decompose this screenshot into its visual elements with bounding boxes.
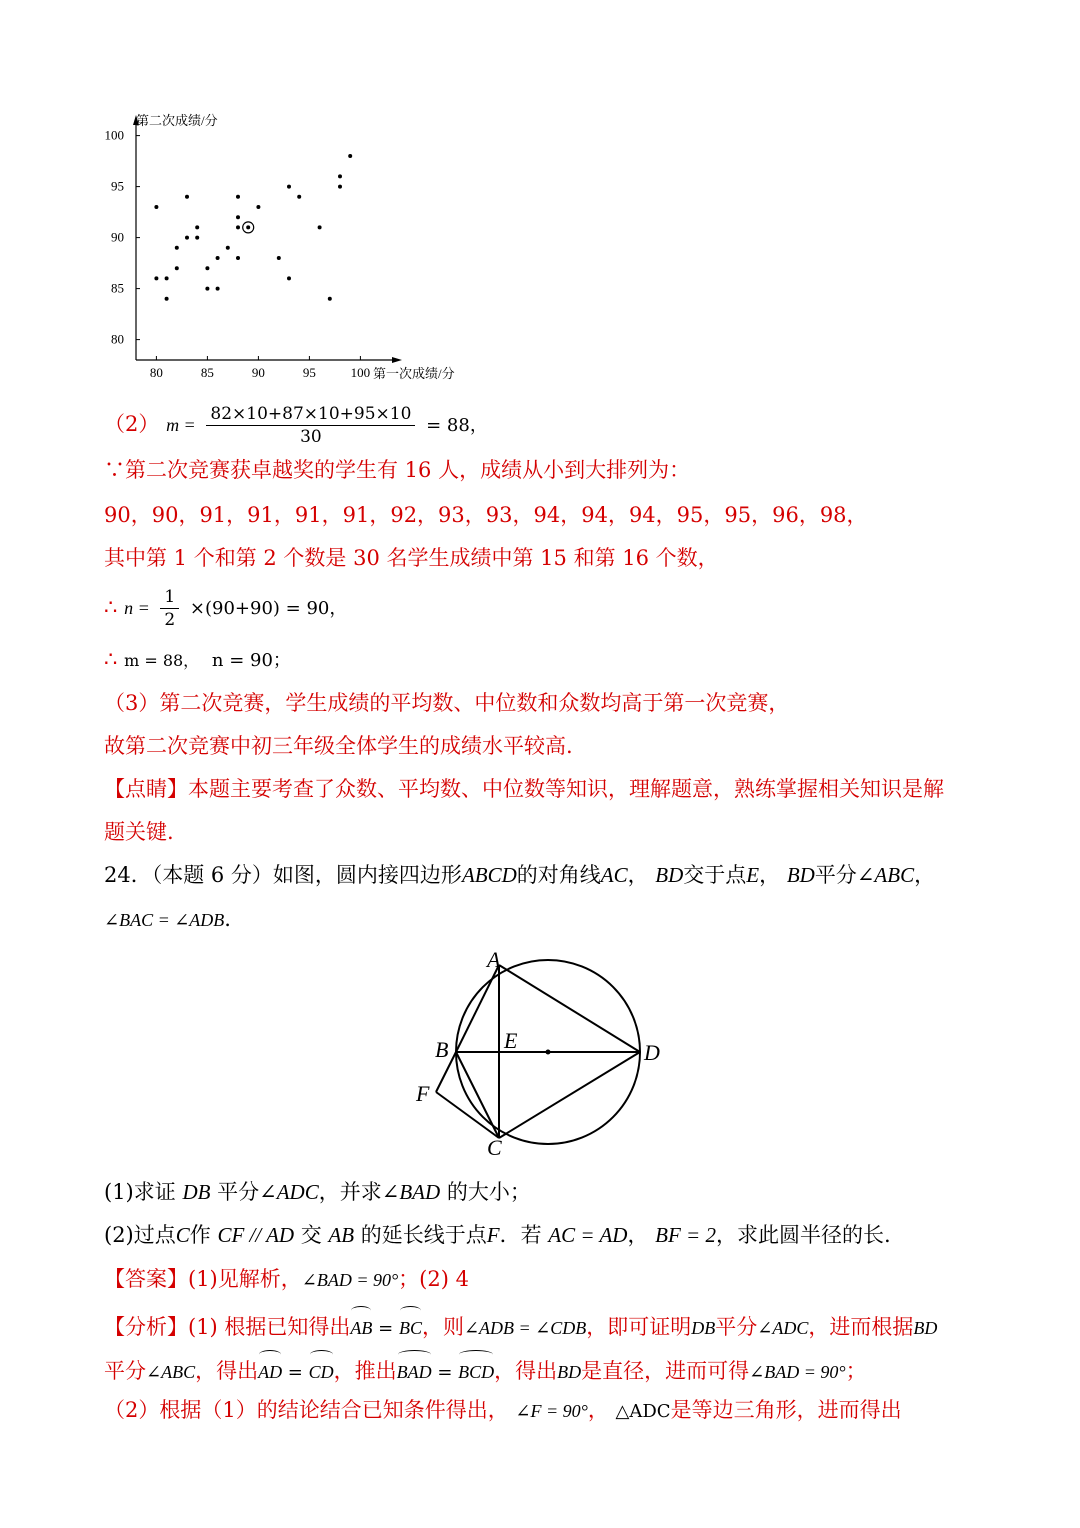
- data-point: [195, 236, 199, 240]
- data-point: [154, 205, 158, 209]
- data-point: [236, 256, 240, 260]
- data-point: [348, 154, 352, 158]
- data-point: [318, 225, 322, 229]
- sorted-scores: 90，90，91，91，91，91，92，93，93，94，94，94，95，95，96，98，: [104, 503, 868, 527]
- scatter-chart: [95, 105, 475, 385]
- problem24-stem-2: ∠BAC = ∠ADB.: [104, 907, 231, 931]
- m-formula-line: （2） m = $\frac{82\times 10+87\times 10+95\times 10}{30}$ = 88，: [104, 404, 488, 447]
- label-d: D: [644, 1040, 660, 1065]
- conclusion-line: 故第二次竞赛中初三年级全体学生的成绩水平较高.: [104, 734, 573, 758]
- y-tick-label: 100: [104, 127, 124, 143]
- answer-line: 【答案】(1)见解析，∠BAD = 90°；(2) 4: [104, 1267, 469, 1291]
- data-point: [216, 287, 220, 291]
- result-line: ∴ m = 88， n = 90；: [104, 647, 291, 671]
- label-b: B: [435, 1037, 449, 1062]
- x-tick-label: 80: [149, 365, 163, 380]
- x-tick-label: 100: [350, 365, 371, 380]
- n-formula-line: ∴ n = $\frac{1}{2}$ ×(90+90) = 90，: [104, 587, 348, 630]
- data-point: [256, 205, 260, 209]
- segment-ab: [456, 965, 499, 1052]
- data-point: [236, 195, 240, 199]
- data-point: [205, 266, 209, 270]
- data-point: [165, 276, 169, 280]
- x-tick-label: 85: [200, 365, 214, 380]
- data-point: [216, 256, 220, 260]
- analysis-line-1: 【分析】(1) 根据已知得出AB = BC，则∠ADB = ∠CDB，即可证明DB平分∠ADC，进而根据BD: [104, 1306, 937, 1347]
- segment-dc: [499, 1052, 640, 1138]
- x-tick-label: 90: [251, 365, 265, 380]
- y-tick-label: 90: [111, 229, 124, 245]
- data-point: [195, 225, 199, 229]
- y-axis-label: 第二次成绩/分: [136, 113, 218, 128]
- data-point: [236, 215, 240, 219]
- x-axis-arrow: [392, 357, 402, 363]
- data-point: [226, 246, 230, 250]
- since-line: ∵第二次竞赛获卓越奖的学生有 16 人，成绩从小到大排列为：: [104, 458, 691, 482]
- comment-line: 【点睛】本题主要考查了众数、平均数、中位数等知识，理解题意，熟练掌握相关知识是解: [104, 777, 944, 801]
- position-line: 其中第 1 个和第 2 个数是 30 名学生成绩中第 15 和第 16 个数，: [104, 546, 719, 570]
- segment-fc: [436, 1092, 499, 1138]
- data-point: [287, 276, 291, 280]
- data-point: [287, 185, 291, 189]
- question-1: (1)求证 DB 平分∠ADC，并求∠BAD 的大小；: [104, 1180, 531, 1204]
- x-axis-label: 第一次成绩/分: [373, 366, 455, 381]
- circle-figure: [410, 945, 670, 1155]
- label-f: F: [416, 1081, 430, 1106]
- data-point: [185, 195, 189, 199]
- data-point: [205, 287, 209, 291]
- highlighted-point: [246, 225, 250, 229]
- y-tick-label: 85: [111, 280, 124, 296]
- data-point: [175, 266, 179, 270]
- data-point: [185, 236, 189, 240]
- segment-bc: [456, 1052, 499, 1138]
- data-point: [175, 246, 179, 250]
- data-point: [338, 174, 342, 178]
- x-tick-label: 95: [302, 365, 316, 380]
- segment-ad: [499, 965, 640, 1052]
- center-point: [546, 1050, 551, 1055]
- y-tick-label: 95: [111, 178, 124, 194]
- question-2: (2)过点C作 CF // AD 交 AB 的延长线于点F．若 AC = AD， BF = 2，求此圆半径的长.: [104, 1223, 891, 1247]
- data-point: [277, 256, 281, 260]
- part3-line: （3）第二次竞赛，学生成绩的平均数、中位数和众数均高于第一次竞赛，: [104, 691, 790, 715]
- label-e: E: [504, 1028, 518, 1053]
- problem24-stem: 24．（本题 6 分）如图，圆内接四边形ABCD的对角线AC， BD交于点E， BD平分∠ABC，: [104, 863, 936, 887]
- label-a: A: [487, 947, 501, 972]
- y-tick-label: 80: [111, 331, 124, 347]
- label-c: C: [487, 1135, 502, 1155]
- comment-cont: 题关键.: [104, 820, 174, 844]
- data-point: [165, 297, 169, 301]
- data-point: [328, 297, 332, 301]
- data-point: [154, 276, 158, 280]
- data-point: [297, 195, 301, 199]
- data-point: [338, 185, 342, 189]
- data-point: [236, 225, 240, 229]
- analysis-line-2: 平分∠ABC，得出AD = CD，推出BAD = BCD，得出BD是直径，进而可得∠BAD = 90°；: [104, 1350, 867, 1391]
- analysis-line-3: （2）根据（1）的结论结合已知条件得出， ∠F = 90°， △ADC是等边三角形，进而得出: [104, 1398, 902, 1422]
